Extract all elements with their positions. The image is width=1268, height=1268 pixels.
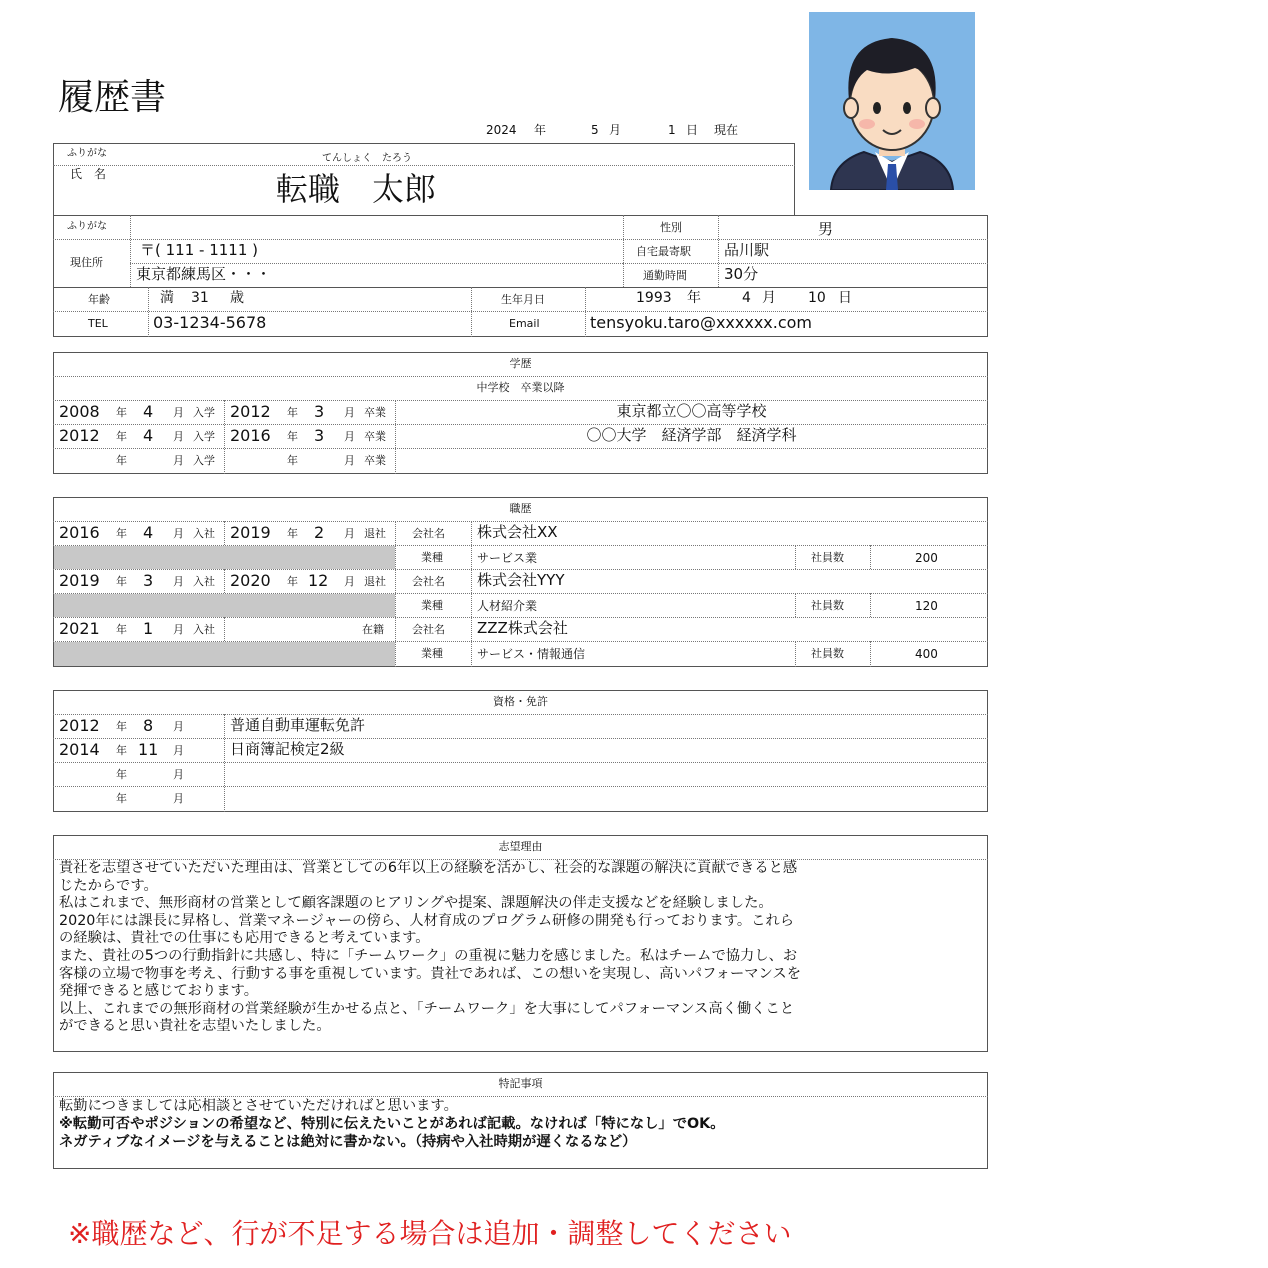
edu-start-year: 2012 (59, 426, 100, 445)
date-month: 5 (591, 123, 599, 137)
special-note: ネガティブなイメージを与えることは絶対に書かない。（持病や入社時期が遅くなるなど） (59, 1134, 637, 1150)
graduate-label: 卒業 (364, 430, 386, 443)
year-unit: 年 (116, 406, 127, 419)
name-label: 氏 名 (70, 167, 107, 181)
industry-label: 業種 (421, 599, 443, 612)
license-name: 日商簿記検定2級 (230, 740, 345, 758)
career-end-month: 2 (314, 523, 325, 542)
month-unit: 月 (344, 454, 355, 467)
year-unit: 年 (287, 575, 298, 588)
year-unit: 年 (116, 575, 127, 588)
education-heading: 学歴 (509, 357, 532, 370)
year-unit: 年 (116, 744, 127, 757)
career-employees: 400 (915, 647, 938, 661)
career-heading: 職歴 (509, 502, 532, 515)
age-label: 年齢 (88, 293, 110, 306)
photo (809, 12, 975, 190)
motivation-line: 2020年には課長に昇格し、営業マネージャーの傍ら、人材育成のプログラム研修の開発も行っております。これら (59, 912, 795, 929)
year-unit: 年 (116, 792, 127, 805)
employees-label: 社員数 (811, 647, 844, 660)
edu-school: 東京都立〇〇高等学校 (616, 402, 767, 420)
year-unit: 年 (287, 430, 298, 443)
year-unit: 年 (116, 623, 127, 636)
month-unit: 月 (173, 430, 184, 443)
motivation-line: 客様の立場で物事を考え、行動する事を重視しています。貴社であれば、この想いを実現し、高いパフォーマンスを (59, 965, 802, 982)
edu-end-year: 2012 (230, 402, 271, 421)
employees-label: 社員数 (811, 599, 844, 612)
name-furigana-label: ふりがな (67, 148, 107, 159)
license-year: 2012 (59, 716, 100, 735)
license-name: 普通自動車運転免許 (230, 716, 366, 734)
special-heading: 特記事項 (498, 1077, 543, 1090)
licenses-heading: 資格・免許 (493, 695, 548, 708)
document-title: 履歴書 (58, 77, 167, 118)
career-start-month: 4 (143, 523, 154, 542)
motivation-line: じたからです。 (59, 877, 158, 894)
birth-year: 1993 (636, 290, 672, 306)
edu-end-month: 3 (314, 426, 325, 445)
motivation-line: の経験は、貴社での仕事にも応用できると考えています。 (59, 930, 430, 947)
edu-end-month: 3 (314, 402, 325, 421)
license-month: 8 (143, 716, 154, 735)
enroll-label: 入学 (193, 406, 215, 419)
licenses-section (53, 690, 988, 812)
station-label: 自宅最寄駅 (636, 245, 691, 258)
career-company: ZZZ株式会社 (477, 619, 568, 637)
year-unit: 年 (116, 430, 127, 443)
career-company: 株式会社XX (477, 523, 558, 541)
year-unit: 年 (287, 406, 298, 419)
date-suffix: 現在 (714, 123, 739, 137)
motivation-heading: 志望理由 (498, 840, 543, 853)
career-industry: サービス業 (477, 551, 538, 565)
career-company: 株式会社YYY (477, 571, 565, 589)
month-unit: 月 (173, 720, 184, 733)
year-unit: 年 (287, 454, 298, 467)
leave-label: 退社 (364, 575, 386, 588)
month-unit: 月 (173, 792, 184, 805)
motivation-line: ができると思い貴社を志望いたしました。 (59, 1018, 331, 1035)
leave-label: 退社 (364, 527, 386, 540)
company-label: 会社名 (412, 575, 445, 588)
age-prefix: 満 (160, 290, 174, 306)
email-value: tensyoku.taro@xxxxxx.com (590, 313, 813, 332)
address-label: 現住所 (70, 256, 103, 269)
employees-label: 社員数 (811, 551, 844, 564)
career-employees: 200 (915, 551, 938, 565)
month-unit: 月 (173, 454, 184, 467)
motivation-text (59, 860, 801, 1036)
month-unit: 月 (173, 744, 184, 757)
special-text: 転勤につきましては応相談とさせていただければと思います。 (59, 1098, 458, 1114)
motivation-line: 発揮できると感じております。 (59, 983, 259, 1000)
year-unit: 年 (116, 527, 127, 540)
birth-label: 生年月日 (501, 293, 545, 306)
career-start-year: 2016 (59, 523, 100, 542)
career-end-month: 12 (308, 571, 329, 590)
email-label: Email (509, 317, 540, 330)
gray-cell (54, 642, 395, 666)
join-label: 入社 (193, 623, 215, 636)
month-unit: 月 (173, 575, 184, 588)
station-value: 品川駅 (724, 241, 770, 259)
commute-value: 30分 (724, 265, 759, 283)
address-furigana-label: ふりがな (67, 221, 107, 232)
career-start-year: 2019 (59, 571, 100, 590)
company-label: 会社名 (412, 623, 445, 636)
industry-label: 業種 (421, 647, 443, 660)
license-month: 11 (138, 740, 159, 759)
motivation-line: 貴社を志望させていただいた理由は、営業としての6年以上の経験を活かし、社会的な課題の解決に貢献できると感 (59, 860, 798, 876)
footer-note: ※職歴など、行が不足する場合は追加・調整してください (68, 1217, 792, 1250)
businessman-portrait-icon (809, 12, 975, 190)
month-unit: 月 (344, 527, 355, 540)
edu-start-month: 4 (143, 426, 154, 445)
commute-label: 通勤時間 (643, 269, 687, 282)
motivation-line: また、貴社の5つの行動指針に共感し、特に「チームワーク」の重視に魅力を感じました。私はチームで協力し、お (59, 947, 798, 964)
enroll-label: 入学 (193, 454, 215, 467)
month-unit: 月 (344, 430, 355, 443)
date-year: 2024 (486, 123, 517, 137)
industry-label: 業種 (421, 551, 443, 564)
enroll-label: 入学 (193, 430, 215, 443)
year-unit: 年 (116, 768, 127, 781)
edu-start-year: 2008 (59, 402, 100, 421)
career-start-year: 2021 (59, 619, 100, 638)
month-unit: 月 (344, 406, 355, 419)
career-industry: 人材紹介業 (477, 599, 538, 613)
address-value: 東京都練馬区・・・ (136, 265, 272, 283)
motivation-line: 私はこれまで、無形商材の営業として顧客課題のヒアリングや提案、課題解決の伴走支援などを経験しました。 (59, 895, 773, 912)
career-end-year: 2020 (230, 571, 271, 590)
career-employees: 120 (915, 599, 938, 613)
edu-school: 〇〇大学 経済学部 経済学科 (586, 426, 797, 444)
gray-cell (54, 594, 395, 617)
age-unit: 歳 (230, 290, 244, 306)
edu-end-year: 2016 (230, 426, 271, 445)
current-label: 在籍 (362, 623, 384, 636)
gray-cell (54, 546, 395, 569)
month-unit: 月 (173, 527, 184, 540)
career-industry: サービス・情報通信 (477, 647, 586, 661)
birth-year-unit: 年 (687, 290, 701, 306)
birth-month-unit: 月 (762, 290, 776, 306)
full-name: 転職 太郎 (276, 170, 437, 208)
date-day-unit: 日 (686, 123, 699, 137)
join-label: 入社 (193, 527, 215, 540)
date-year-unit: 年 (534, 123, 547, 137)
gender-label: 性別 (660, 221, 682, 234)
graduate-label: 卒業 (364, 406, 386, 419)
join-label: 入社 (193, 575, 215, 588)
birth-day-unit: 日 (838, 290, 852, 306)
graduate-label: 卒業 (364, 454, 386, 467)
education-subheading: 中学校 卒業以降 (476, 381, 565, 394)
career-end-year: 2019 (230, 523, 271, 542)
special-note: ※転勤可否やポジションの希望など、特別に伝えたいことがあれば記載。なければ「特になし」でOK。 (59, 1116, 725, 1132)
date-month-unit: 月 (609, 123, 622, 137)
name-furigana: てんしょく たろう (322, 153, 412, 164)
age-value: 31 (191, 290, 209, 306)
birth-day: 10 (808, 290, 826, 306)
month-unit: 月 (173, 623, 184, 636)
tel-value: 03-1234-5678 (153, 313, 267, 332)
company-label: 会社名 (412, 527, 445, 540)
month-unit: 月 (173, 768, 184, 781)
gender-value: 男 (818, 220, 834, 238)
motivation-line: 以上、これまでの無形商材の営業経験が生かせる点と、「チームワーク」を大事にしてパフォーマンス高く働くこと (59, 1000, 795, 1017)
postal-code: 〒( 111 - 1111 ) (140, 241, 258, 259)
career-start-month: 1 (143, 619, 154, 638)
month-unit: 月 (173, 406, 184, 419)
career-start-month: 3 (143, 571, 154, 590)
month-unit: 月 (344, 575, 355, 588)
year-unit: 年 (116, 454, 127, 467)
year-unit: 年 (116, 720, 127, 733)
birth-month: 4 (742, 290, 751, 306)
year-unit: 年 (287, 527, 298, 540)
edu-start-month: 4 (143, 402, 154, 421)
license-year: 2014 (59, 740, 100, 759)
date-day: 1 (668, 123, 676, 137)
tel-label: TEL (88, 317, 108, 330)
